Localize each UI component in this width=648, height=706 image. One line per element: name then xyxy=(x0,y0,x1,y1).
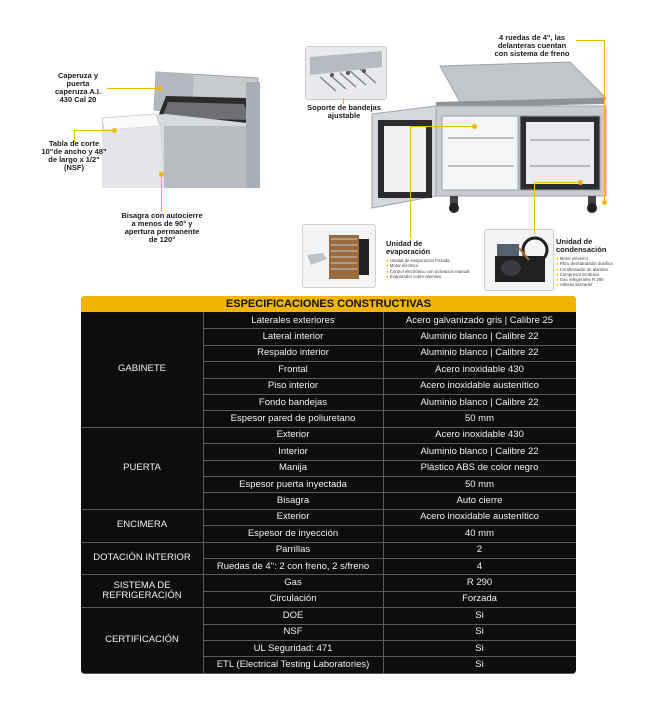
section-label: SISTEMA DE REFRIGERACIÓN xyxy=(102,579,182,601)
spec-label: Espesor pared de poliuretano xyxy=(230,413,356,425)
spec-value: 40 mm xyxy=(464,527,495,539)
spec-value: Si xyxy=(475,642,484,654)
evaporacion-bullet: ● Control electrónico con activación manual xyxy=(386,269,474,274)
condensacion-bullet: ● Motor eléctrico xyxy=(556,256,636,261)
callout-evaporacion: Unidad de evaporación xyxy=(386,239,431,256)
callout-dot-cond xyxy=(578,180,583,185)
spec-label: Exterior xyxy=(276,511,310,523)
spec-value: Aluminio blanco | Calibre 22 xyxy=(420,396,539,408)
condensacion-bullets xyxy=(556,256,636,288)
evaporacion-photo xyxy=(302,224,376,288)
row-divider xyxy=(203,460,576,461)
row-divider xyxy=(203,640,576,641)
spec-value: Si xyxy=(475,609,484,621)
spec-label: NSF xyxy=(283,626,303,638)
spec-value: Si xyxy=(475,659,484,671)
spec-label: Ruedas de 4": 2 con freno, 2 s/freno xyxy=(216,560,370,572)
spec-value: Acero inoxidable austenítico xyxy=(420,511,539,523)
spec-value: Acero galvanizado gris | Calibre 25 xyxy=(405,314,554,326)
callout-line-bisagra xyxy=(161,174,162,212)
spec-value: 50 mm xyxy=(464,413,495,425)
condensacion-bullet: ● Condensador de alambre xyxy=(556,267,636,272)
callout-line-evap-h xyxy=(410,126,476,127)
spec-value: Aluminio blanco | Calibre 22 xyxy=(420,331,539,343)
row-divider xyxy=(203,492,576,493)
spec-value: Forzada xyxy=(462,593,497,605)
callout-line-evap xyxy=(410,126,411,238)
spec-label: DOE xyxy=(282,609,304,621)
callout-condensacion: Unidad de condensación xyxy=(556,237,607,254)
callout-soporte: Soporte de bandejas ajustable xyxy=(307,103,381,120)
section-label: PUERTA xyxy=(123,461,161,473)
spec-value: Auto cierre xyxy=(456,495,503,507)
condensacion-bullet: ● Compresor Embraco xyxy=(556,272,636,277)
spec-value: R 290 xyxy=(466,577,493,589)
spec-value: 50 mm xyxy=(464,478,495,490)
spec-value: 2 xyxy=(476,544,483,556)
spec-label: Espesor de inyección xyxy=(247,527,339,539)
spec-label: Respaldo interior xyxy=(257,347,329,359)
row-divider xyxy=(203,558,576,559)
callout-line-cond xyxy=(534,182,535,234)
column-divider xyxy=(203,312,204,673)
spec-label: Frontal xyxy=(278,363,308,375)
condensacion-bullet: ● Gas refrigerante R 290 xyxy=(556,277,636,282)
callout-line-cond-h xyxy=(534,182,580,183)
callout-dot-ruedas xyxy=(602,200,607,205)
callout-dot-evap xyxy=(472,124,477,129)
spec-label: Espesor puerta inyectada xyxy=(239,478,347,490)
spec-label: ETL (Electrical Testing Laboratories) xyxy=(216,659,370,671)
row-divider xyxy=(203,361,576,362)
spec-label: Manija xyxy=(279,462,307,474)
row-divider xyxy=(203,345,576,346)
condensacion-photo xyxy=(484,229,554,291)
spec-value: Plástico ABS de color negro xyxy=(420,462,539,474)
spec-label: Bisagra xyxy=(276,495,310,507)
row-divider xyxy=(203,394,576,395)
spec-value: Acero inoxidable 430 xyxy=(435,429,524,441)
evaporacion-bullet: ● Evaporador cobre-aluminio xyxy=(386,274,474,279)
spec-value: 4 xyxy=(476,560,483,572)
section-label: ENCIMERA xyxy=(116,519,168,531)
evaporacion-bullet: ● Motor eléctrico xyxy=(386,263,474,268)
spec-label: Fondo bandejas xyxy=(258,396,328,408)
section-label: CERTIFICACIÓN xyxy=(105,633,179,645)
specifications-table xyxy=(81,296,576,674)
section-label: DOTACIÓN INTERIOR xyxy=(93,551,191,563)
row-divider xyxy=(203,476,576,477)
callout-dot-caperuza xyxy=(157,86,162,91)
spec-label: Parrillas xyxy=(275,544,311,556)
row-divider xyxy=(203,525,576,526)
condensacion-bullet: ● Filtro deshidratador dosifica xyxy=(556,261,636,266)
callout-bisagra: Bisagra con autocierre a menos de 90° y apertura permanente de 120° xyxy=(121,211,203,244)
spec-value: Si xyxy=(475,626,484,638)
spec-label: Laterales exteriores xyxy=(251,314,335,326)
row-divider xyxy=(203,624,576,625)
refrigerator-photo xyxy=(370,58,610,214)
row-divider xyxy=(203,443,576,444)
row-divider xyxy=(203,328,576,329)
section-divider xyxy=(81,673,576,674)
spec-label: UL Seguridad: 471 xyxy=(253,642,333,654)
spec-label: Gas xyxy=(284,577,302,589)
caperuza-photo xyxy=(96,66,268,188)
row-divider xyxy=(203,378,576,379)
callout-tabla: Tabla de corte 10"de ancho y 48" de largo x 1/2" (NSF) xyxy=(41,139,107,172)
spec-value: Aluminio blanco | Calibre 22 xyxy=(420,445,539,457)
row-divider xyxy=(203,591,576,592)
condensacion-bullet: ● Válvula Schrader xyxy=(556,282,636,287)
spec-label: Circulación xyxy=(269,593,317,605)
spec-label: Interior xyxy=(278,445,308,457)
spec-label: Lateral interior xyxy=(262,331,324,343)
evaporacion-bullets xyxy=(386,258,474,279)
row-divider xyxy=(203,410,576,411)
evaporacion-bullet: ● Unidad de evaporación forzada xyxy=(386,258,474,263)
spec-label: Piso interior xyxy=(267,380,319,392)
section-label: GABINETE xyxy=(117,363,167,375)
row-divider xyxy=(203,656,576,657)
callout-line-ruedas-v xyxy=(604,40,605,202)
spec-value: Acero inoxidable austenítico xyxy=(420,380,539,392)
callout-line-tabla-h xyxy=(74,130,114,131)
column-divider xyxy=(383,312,384,673)
callout-line-ruedas xyxy=(576,40,604,41)
callout-caperuza: Caperuza y puerta caperuza A.I. 430 Cal 20 xyxy=(55,71,101,104)
callout-line-caperuza xyxy=(107,88,159,89)
spec-value: Acero inoxidable 430 xyxy=(435,363,524,375)
callout-ruedas: 4 ruedas de 4", las delanteras cuentan con sistema de freno xyxy=(494,33,570,58)
callout-dot-bisagra xyxy=(159,172,164,177)
table-title: ESPECIFICACIONES CONSTRUCTIVAS xyxy=(81,296,576,312)
spec-label: Exterior xyxy=(276,429,310,441)
spec-value: Aluminio blanco | Calibre 22 xyxy=(420,347,539,359)
callout-dot-tabla xyxy=(112,128,117,133)
